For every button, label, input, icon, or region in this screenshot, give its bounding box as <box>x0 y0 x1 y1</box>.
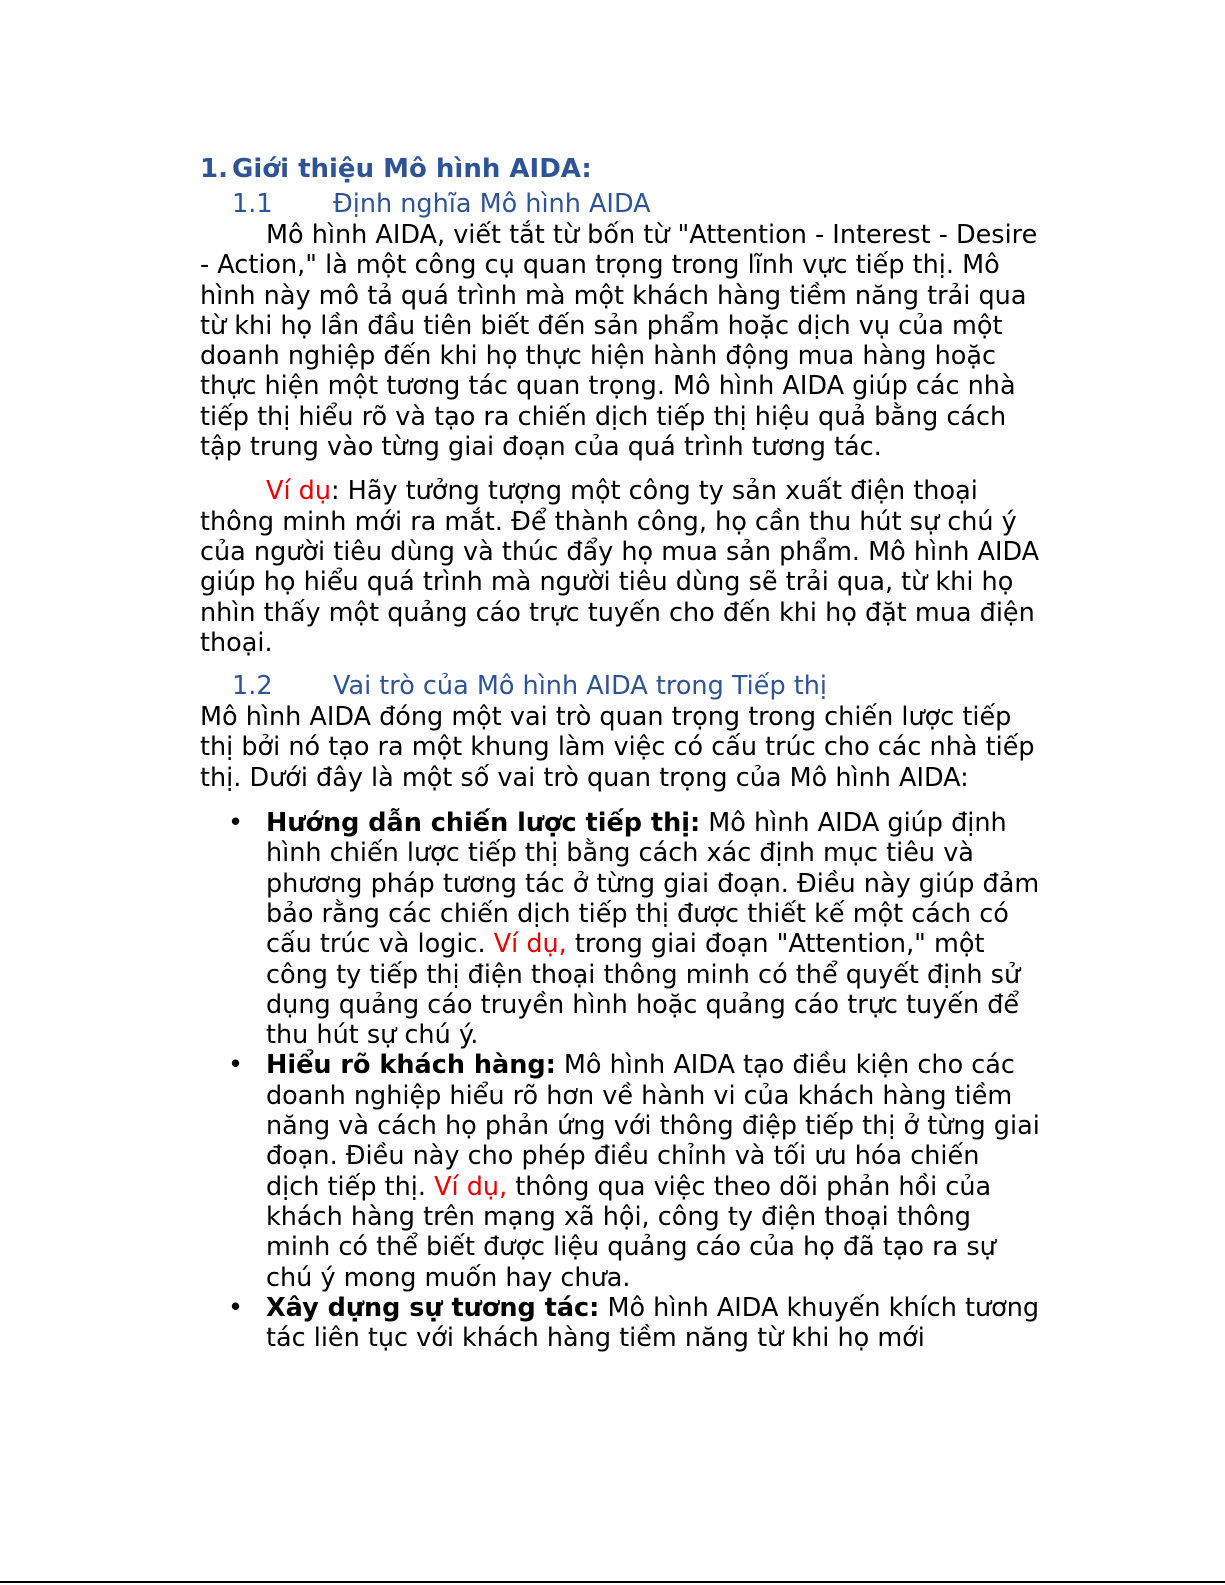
list-item <box>200 1293 1040 1354</box>
definition-paragraph: Mô hình AIDA, viết tắt từ bốn từ "Attention - Interest - Desire - Action," là một công cụ quan trọng trong lĩnh vực tiếp thị. Mô hình này mô tả quá trình mà một khách hàng tiềm năng trải qua từ khi họ lần đầu tiên biết đến sản phẩm hoặc dịch vụ của một doanh nghiệp đến khi họ thực hiện hành động mua hàng hoặc thực hiện một tương tác quan trọng. Mô hình AIDA giúp các nhà tiếp thị hiểu rõ và tạo ra chiến dịch tiếp thị hiệu quả bằng cách tập trung vào từng giai đoạn của quá trình tương tác. <box>200 220 1038 463</box>
list-item-example-label: Ví dụ, <box>434 1171 508 1202</box>
bullet-icon: • <box>228 808 244 839</box>
example-text: : Hãy tưởng tượng một công ty sản xuất điện thoại thông minh mới ra mắt. Để thành công, họ cần thu hút sự chú ý của người tiêu dùng và thúc đẩy họ mua sản phẩm. Mô hình AIDA giúp họ hiểu quá trình mà người tiêu dùng sẽ trải qua, từ khi họ nhìn thấy một quảng cáo trực tuyến cho đến khi họ đặt mua điện thoại. <box>200 476 1040 658</box>
heading-1-2-number: 1.2 <box>232 671 273 702</box>
list-item-title: Xây dựng sự tương tác: <box>266 1292 600 1323</box>
roles-intro-paragraph: Mô hình AIDA đóng một vai trò quan trọng trong chiến lược tiếp thị bởi nó tạo ra một khung làm việc có cấu trúc cho các nhà tiếp thị. Dưới đây là một số vai trò quan trọng của Mô hình AIDA: <box>200 702 1035 793</box>
page-bottom-edge <box>0 1581 1225 1583</box>
heading-1-title: Giới thiệu Mô hình AIDA: <box>232 154 592 184</box>
list-item-text: Mô hình AIDA giúp định hình chiến lược tiếp thị bằng cách xác định mục tiêu và phương pháp tương tác ở từng giai đoạn. Điều này giúp đảm bảo rằng các chiến dịch tiếp thị được thiết kế một cách có cấu trúc và logic. <box>266 808 1040 960</box>
heading-1-2-title: Vai trò của Mô hình AIDA trong Tiếp thị <box>333 671 827 702</box>
heading-1-2 <box>200 670 1040 702</box>
list-item-title: Hướng dẫn chiến lược tiếp thị: <box>266 808 701 839</box>
list-item-example-label: Ví dụ, <box>493 929 567 960</box>
heading-1-1-title: Định nghĩa Mô hình AIDA <box>333 189 651 219</box>
list-item-text: Mô hình AIDA khuyến khích tương tác liên tục với khách hàng tiềm năng từ khi họ mới <box>266 1292 1040 1354</box>
example-paragraph <box>200 476 1040 658</box>
list-item <box>200 808 1040 1050</box>
list-item <box>200 1050 1040 1292</box>
heading-1-1-number: 1.1 <box>232 189 273 219</box>
heading-1-number: 1. <box>200 154 228 184</box>
example-label: Ví dụ <box>266 476 331 507</box>
roles-bullet-list <box>200 808 1040 1353</box>
bullet-icon: • <box>228 1292 244 1323</box>
bullet-icon: • <box>228 1050 244 1081</box>
heading-1 <box>200 150 1040 188</box>
list-item-text: Mô hình AIDA tạo điều kiện cho các doanh nghiệp hiểu rõ hơn về hành vi của khách hàng tiềm năng và cách họ phản ứng với thông điệp tiếp thị ở từng giai đoạn. Điều này cho phép điều chỉnh và tối ưu hóa chiến dịch tiếp thị. <box>266 1050 1040 1202</box>
heading-1-1 <box>200 188 1040 220</box>
list-item-example-text: thông qua việc theo dõi phản hồi của khách hàng trên mạng xã hội, công ty điện thoại thông minh có thể biết được liệu quảng cáo của họ đã tạo ra sự chú ý mong muốn hay chưa. <box>266 1171 996 1293</box>
list-item-title: Hiểu rõ khách hàng: <box>266 1050 556 1081</box>
document-page <box>200 150 1040 1353</box>
list-item-example-text: trong giai đoạn "Attention," một công ty tiếp thị điện thoại thông minh có thể quyết định sử dụng quảng cáo truyền hình hoặc quảng cáo trực tuyến để thu hút sự chú ý. <box>266 929 1021 1051</box>
